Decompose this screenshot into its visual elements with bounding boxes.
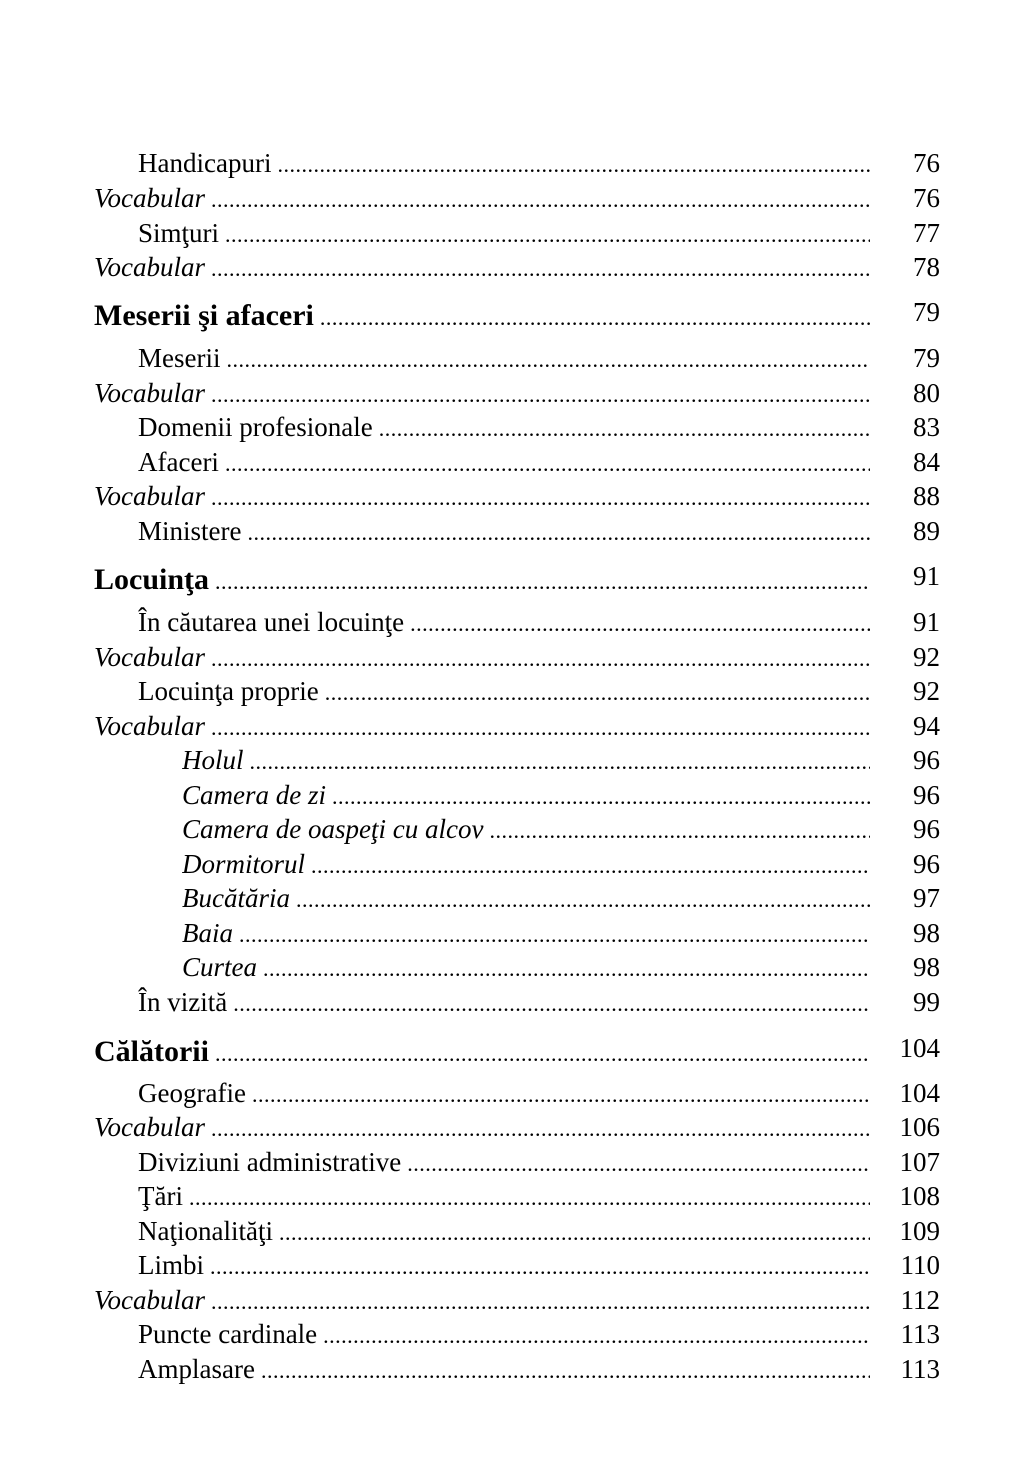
toc-entry-page: 79 <box>913 297 940 327</box>
toc-entry-page: 112 <box>900 1285 940 1315</box>
toc-entry <box>0 985 1024 1019</box>
toc-entry <box>0 181 1024 215</box>
toc-entry <box>0 445 1024 479</box>
toc-entry <box>0 1214 1024 1248</box>
toc-entry-page: 78 <box>913 252 940 282</box>
toc-entry <box>0 1248 1024 1282</box>
toc-entry-page: 76 <box>913 183 940 213</box>
toc-entry <box>0 1076 1024 1110</box>
toc-entry-title: Vocabular <box>94 378 205 408</box>
toc-entry-title: Simţuri <box>138 218 220 248</box>
toc-entry-page: 96 <box>913 849 940 879</box>
toc-entry-page: 109 <box>899 1216 940 1246</box>
toc-entry-title: Handicapuri <box>138 148 272 178</box>
toc-entry-title: Limbi <box>138 1250 204 1280</box>
toc-entry-title: Călătorii <box>94 1035 209 1068</box>
toc-entry-title: Meserii şi afaceri <box>94 299 314 332</box>
toc-entry-page: 104 <box>899 1033 940 1063</box>
toc-entry <box>0 674 1024 708</box>
toc-entry <box>0 1110 1024 1144</box>
toc-entry <box>0 812 1024 846</box>
toc-entry-title: Vocabular <box>94 252 205 282</box>
toc-entry-title: Holul <box>182 745 244 775</box>
toc-entry <box>0 216 1024 250</box>
toc-entry-title: Bucătăria <box>182 883 290 913</box>
toc-entry-title: Camera de oaspeţi cu alcov <box>182 814 484 844</box>
toc-entry-title: Domenii profesionale <box>138 412 373 442</box>
toc-entry-title: Ministere <box>138 516 242 546</box>
toc-entry <box>0 376 1024 410</box>
toc-entry-title: Vocabular <box>94 481 205 511</box>
toc-entry <box>0 709 1024 743</box>
toc-entry-page: 107 <box>899 1147 940 1177</box>
toc-entry-title: Vocabular <box>94 1112 205 1142</box>
toc-entry-page: 108 <box>899 1181 940 1211</box>
toc-entry-page: 96 <box>913 780 940 810</box>
toc-entry-page: 88 <box>913 481 940 511</box>
toc-entry-title: Afaceri <box>138 447 219 477</box>
toc-entry-page: 83 <box>913 412 940 442</box>
toc-entry-title: Camera de zi <box>182 780 326 810</box>
toc-entry-title: Baia <box>182 918 233 948</box>
toc-entry-page: 96 <box>913 814 940 844</box>
toc-entry <box>0 605 1024 639</box>
toc-chapter-heading <box>0 561 1024 599</box>
toc-entry-page: 99 <box>913 987 940 1017</box>
toc-entry <box>0 743 1024 777</box>
toc-entry-page: 113 <box>900 1354 940 1384</box>
toc-entry-page: 94 <box>913 711 940 741</box>
toc-entry-page: 98 <box>913 952 940 982</box>
toc-entry-title: Diviziuni administrative <box>138 1147 402 1177</box>
toc-entry <box>0 1145 1024 1179</box>
toc-entry <box>0 250 1024 284</box>
toc-entry-title: Dormitorul <box>182 849 306 879</box>
toc-entry-title: Vocabular <box>94 183 205 213</box>
toc-chapter-heading <box>0 1033 1024 1071</box>
toc-entry <box>0 514 1024 548</box>
toc-entry-page: 92 <box>913 676 940 706</box>
toc-entry-page: 91 <box>913 607 940 637</box>
toc-entry-page: 80 <box>913 378 940 408</box>
toc-entry-title: Ţări <box>138 1181 183 1211</box>
toc-entry-page: 76 <box>913 148 940 178</box>
toc-entry-title: Locuinţa proprie <box>138 676 319 706</box>
toc-entry <box>0 146 1024 180</box>
toc-entry-page: 89 <box>913 516 940 546</box>
toc-entry <box>0 881 1024 915</box>
toc-entry <box>0 341 1024 375</box>
toc-chapter-heading <box>0 297 1024 335</box>
toc-entry <box>0 1317 1024 1351</box>
toc-entry-title: Curtea <box>182 952 258 982</box>
toc-entry-title: Vocabular <box>94 1285 205 1315</box>
toc-entry-page: 98 <box>913 918 940 948</box>
toc-entry <box>0 1283 1024 1317</box>
toc-entry <box>0 640 1024 674</box>
toc-entry-page: 104 <box>899 1078 940 1108</box>
toc-entry <box>0 778 1024 812</box>
toc-entry-page: 96 <box>913 745 940 775</box>
toc-entry-title: În vizită <box>138 987 228 1017</box>
toc-entry <box>0 950 1024 984</box>
toc-entry-title: În căutarea unei locuinţe <box>138 607 405 637</box>
toc-entry-page: 79 <box>913 343 940 373</box>
toc-entry-page: 110 <box>900 1250 940 1280</box>
toc-entry-title: Locuinţa <box>94 563 210 596</box>
toc-entry-page: 97 <box>913 883 940 913</box>
toc-entry-title: Puncte cardinale <box>138 1319 318 1349</box>
toc-entry-page: 106 <box>899 1112 940 1142</box>
toc-entry-title: Vocabular <box>94 642 205 672</box>
toc-entry-page: 77 <box>913 218 940 248</box>
toc-entry <box>0 410 1024 444</box>
toc-entry-title: Geografie <box>138 1078 246 1108</box>
toc-entry-page: 91 <box>913 561 940 591</box>
toc-entry <box>0 916 1024 950</box>
toc-entry <box>0 1179 1024 1213</box>
toc-entry-title: Naţionalităţi <box>138 1216 273 1246</box>
toc-entry-title: Vocabular <box>94 711 205 741</box>
toc-entry-page: 92 <box>913 642 940 672</box>
toc-entry-title: Amplasare <box>138 1354 255 1384</box>
toc-entry-title: Meserii <box>138 343 221 373</box>
toc-entry <box>0 1352 1024 1386</box>
toc-entry-page: 84 <box>913 447 940 477</box>
toc-entry <box>0 479 1024 513</box>
toc-entry <box>0 847 1024 881</box>
toc-entry-page: 113 <box>900 1319 940 1349</box>
